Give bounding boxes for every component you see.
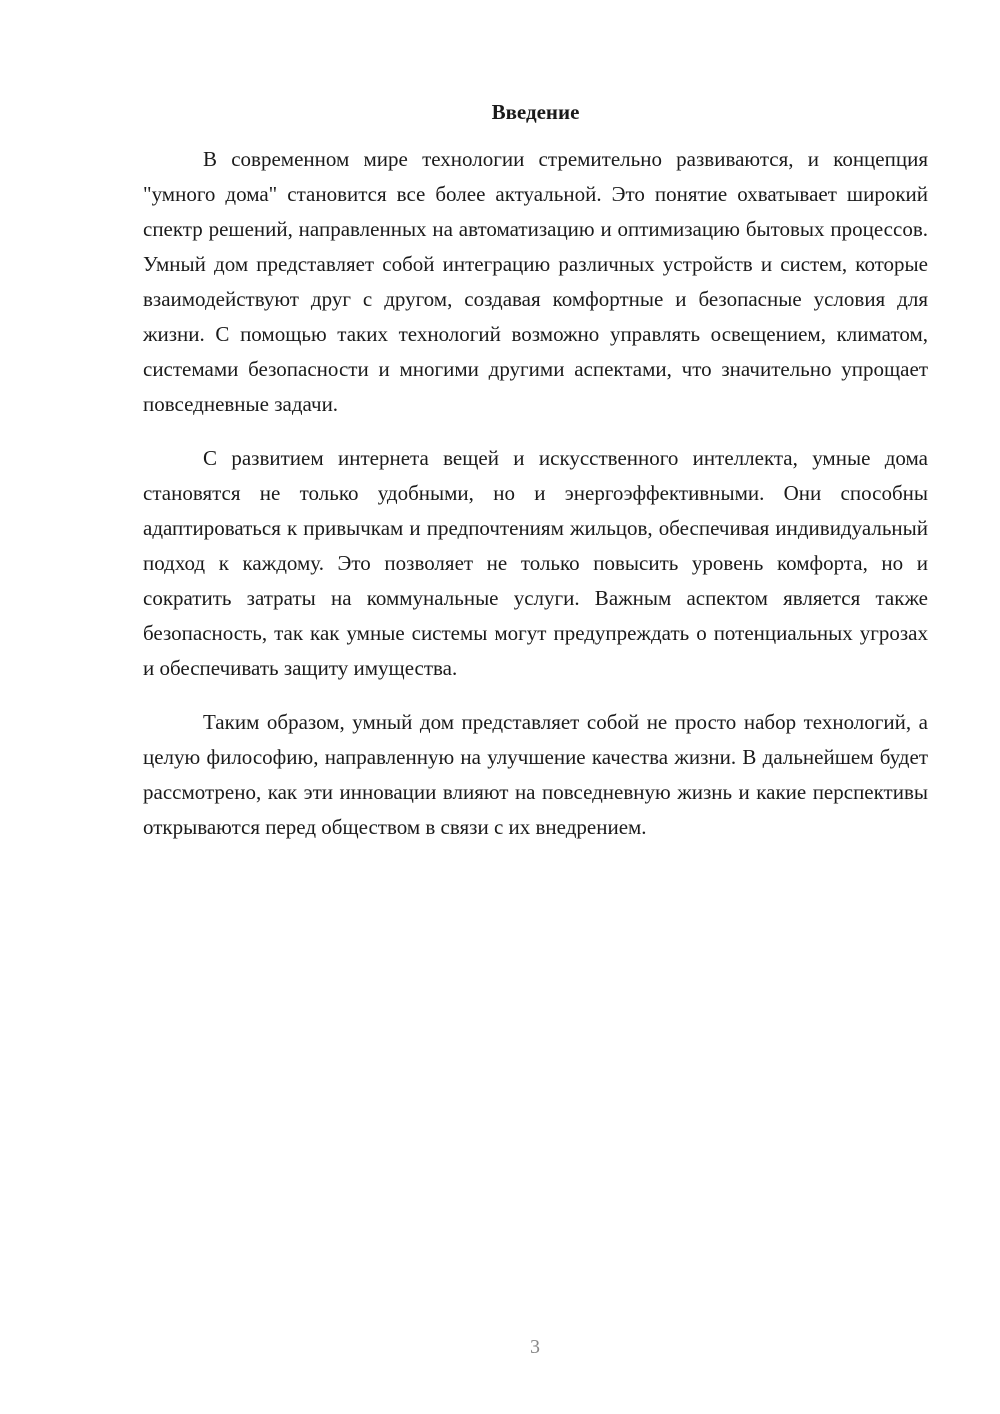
section-heading: Введение [491,100,580,124]
page-number: 3 [530,1336,540,1358]
paragraph-2: С развитием интернета вещей и искусственного интеллекта, умные дома становятся не только удобными, но и энергоэффективными. Они способны адаптироваться к привычкам и предпочтениям жильцов, обеспечивая индивидуальный подход к каждому. Это позволяет не только повысить уровень комфорта, но и сократить затраты на коммунальные услуги. Важным аспектом является также безопасность, так как умные системы могут предупреждать о потенциальных угрозах и обеспечивать защиту имущества. [143,446,928,680]
body-text [143,142,928,864]
paragraph-1: В современном мире технологии стремительно развиваются, и концепция "умного дома" становится все более актуальной. Это понятие охватывает широкий спектр решений, направленных на автоматизацию и оптимизацию бытовых процессов. Умный дом представляет собой интеграцию различных устройств и систем, которые взаимодействуют друг с другом, создавая комфортные и безопасные условия для жизни. С помощью таких технологий возможно управлять освещением, климатом, системами безопасности и многими другими аспектами, что значительно упрощает повседневные задачи. [143,147,928,416]
paragraph-3: Таким образом, умный дом представляет собой не просто набор технологий, а целую философию, направленную на улучшение качества жизни. В дальнейшем будет рассмотрено, как эти инновации влияют на повседневную жизнь и какие перспективы открываются перед обществом в связи с их внедрением. [143,710,928,839]
